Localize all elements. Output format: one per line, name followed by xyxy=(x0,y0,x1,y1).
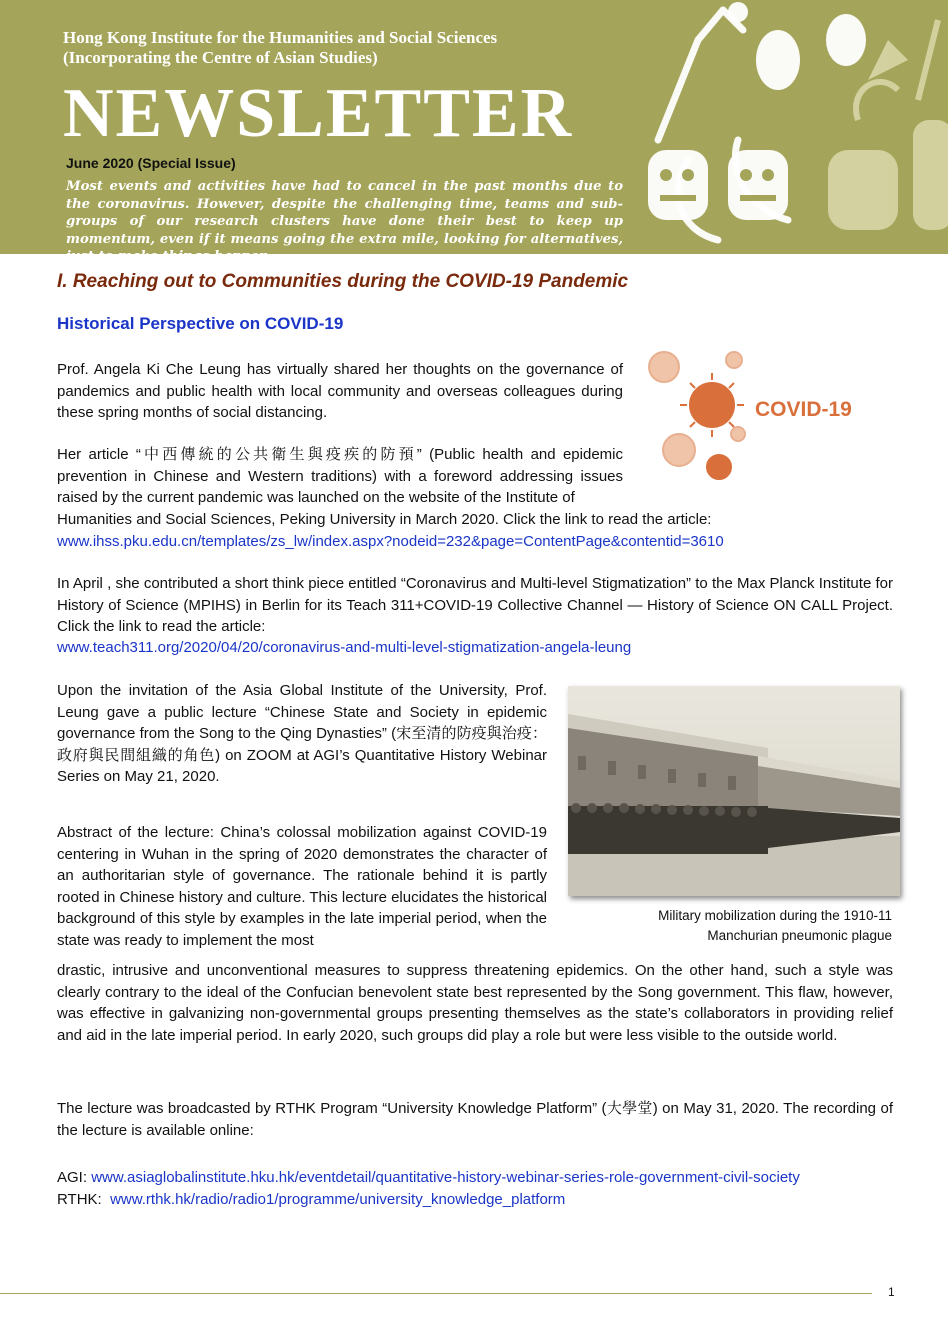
caption-line-1: Military mobilization during the 1910-11 xyxy=(658,908,892,923)
paragraph-2b: Humanities and Social Sciences, Peking University in March 2020. Click the link to read the article: xyxy=(57,511,712,528)
intro-text: Most events and activities have had to cancel in the past months due to the coronavirus. However, despite the challenging time, teams and sub-groups of our research clusters have done their best to keep up momentum, even if it means going the extra mile, looking for alternatives, just to make things happen. xyxy=(66,179,623,264)
agi-label: AGI: xyxy=(57,1169,88,1186)
photo-caption xyxy=(580,906,892,946)
org-line-1: Hong Kong Institute for the Humanities and Social Sciences xyxy=(63,28,498,47)
link-rthk-programme[interactable]: www.rthk.hk/radio/radio1/programme/university_knowledge_platform xyxy=(110,1191,566,1208)
footer-divider xyxy=(0,1293,872,1294)
section-title: I. Reaching out to Communities during the COVID-19 Pandemic xyxy=(57,271,629,292)
link-teach311-article[interactable]: www.teach311.org/2020/04/20/coronavirus-and-multi-level-stigmatization-angela-leung xyxy=(57,639,632,656)
page-number: 1 xyxy=(888,1285,895,1299)
historical-photo xyxy=(568,686,900,896)
paragraph-1: Prof. Angela Ki Che Leung has virtually shared her thoughts on the governance of pandemics and public health with local community and overseas colleagues during these spring months of social distancing. xyxy=(57,361,623,421)
rthk-link-line xyxy=(57,1189,893,1211)
paragraph-4: Upon the invitation of the Asia Global Institute of the University, Prof. Leung gave a public lecture “Chinese State and Society in epidemic governance from the Song to the Qing Dynasties” (宋至清的防疫與治疫：政府與民間組織的角色) on ZOOM at AGI’s Quantitative History Webinar Series on May 21, 2020. xyxy=(57,682,547,785)
org-line-2: (Incorporating the Centre of Asian Studies) xyxy=(63,48,378,67)
newsletter-header xyxy=(0,0,948,264)
agi-link-line xyxy=(57,1167,927,1189)
link-agi-webinar[interactable]: www.asiaglobalinstitute.hku.hk/eventdetail/quantitative-history-webinar-series-role-government-civil-society xyxy=(91,1169,800,1186)
section-subtitle: Historical Perspective on COVID-19 xyxy=(57,314,344,333)
caption-line-2: Manchurian pneumonic plague xyxy=(707,928,892,943)
decorative-figures-illustration xyxy=(628,0,948,254)
paragraph-2a: Her article “中西傳統的公共衛生與疫疾的防預” (Public health and epidemic prevention in Chinese and Western traditions) with a foreword addressing issues raised by the current pandemic was launched on the website of the Institute of xyxy=(57,446,623,506)
rthk-label: RTHK: xyxy=(57,1191,102,1208)
organization-name xyxy=(63,28,497,68)
issue-date: June 2020 (Special Issue) xyxy=(66,155,236,171)
paragraph-6: The lecture was broadcasted by RTHK Program “University Knowledge Platform” (大學堂) on May 31, 2020. The recording of the lecture is available online: xyxy=(57,1100,893,1139)
paragraph-5b: drastic, intrusive and unconventional measures to suppress threatening epidemics. On the other hand, such a style was clearly contrary to the ideal of the Confucian benevolent state best represented by the Song government. This flaw, however, was effective in galvanizing non-governmental groups presenting themselves as the state’s collaborators in providing relief and aid in the late imperial period. In early 2020, such groups did play a role but were less visible to the outside world. xyxy=(57,962,893,1044)
masthead-title: NEWSLETTER xyxy=(63,75,574,152)
link-ihss-article[interactable]: www.ihss.pku.edu.cn/templates/zs_lw/index.aspx?nodeid=232&page=ContentPage&contentid=3610 xyxy=(57,533,724,550)
paragraph-3: In April , she contributed a short think piece entitled “Coronavirus and Multi-level Stigmatization” to the Max Planck Institute for History of Science (MPIHS) in Berlin for its Teach 311+COVID-19 Collective Channel — History of Science ON CALL Project. Click the link to read the article: xyxy=(57,575,893,635)
covid-badge-text: COVID-19 xyxy=(755,398,852,421)
covid-virus-illustration xyxy=(642,340,892,490)
paragraph-5a: Abstract of the lecture: China’s colossal mobilization against COVID-19 centering in Wuhan in the spring of 2020 demonstrates the character of an authoritarian style of governance. The rationale behind it is partly rooted in Chinese history and culture. This lecture elucidates the historical background of this style by examples in the late imperial period, when the state was ready to implement the most xyxy=(57,824,547,949)
